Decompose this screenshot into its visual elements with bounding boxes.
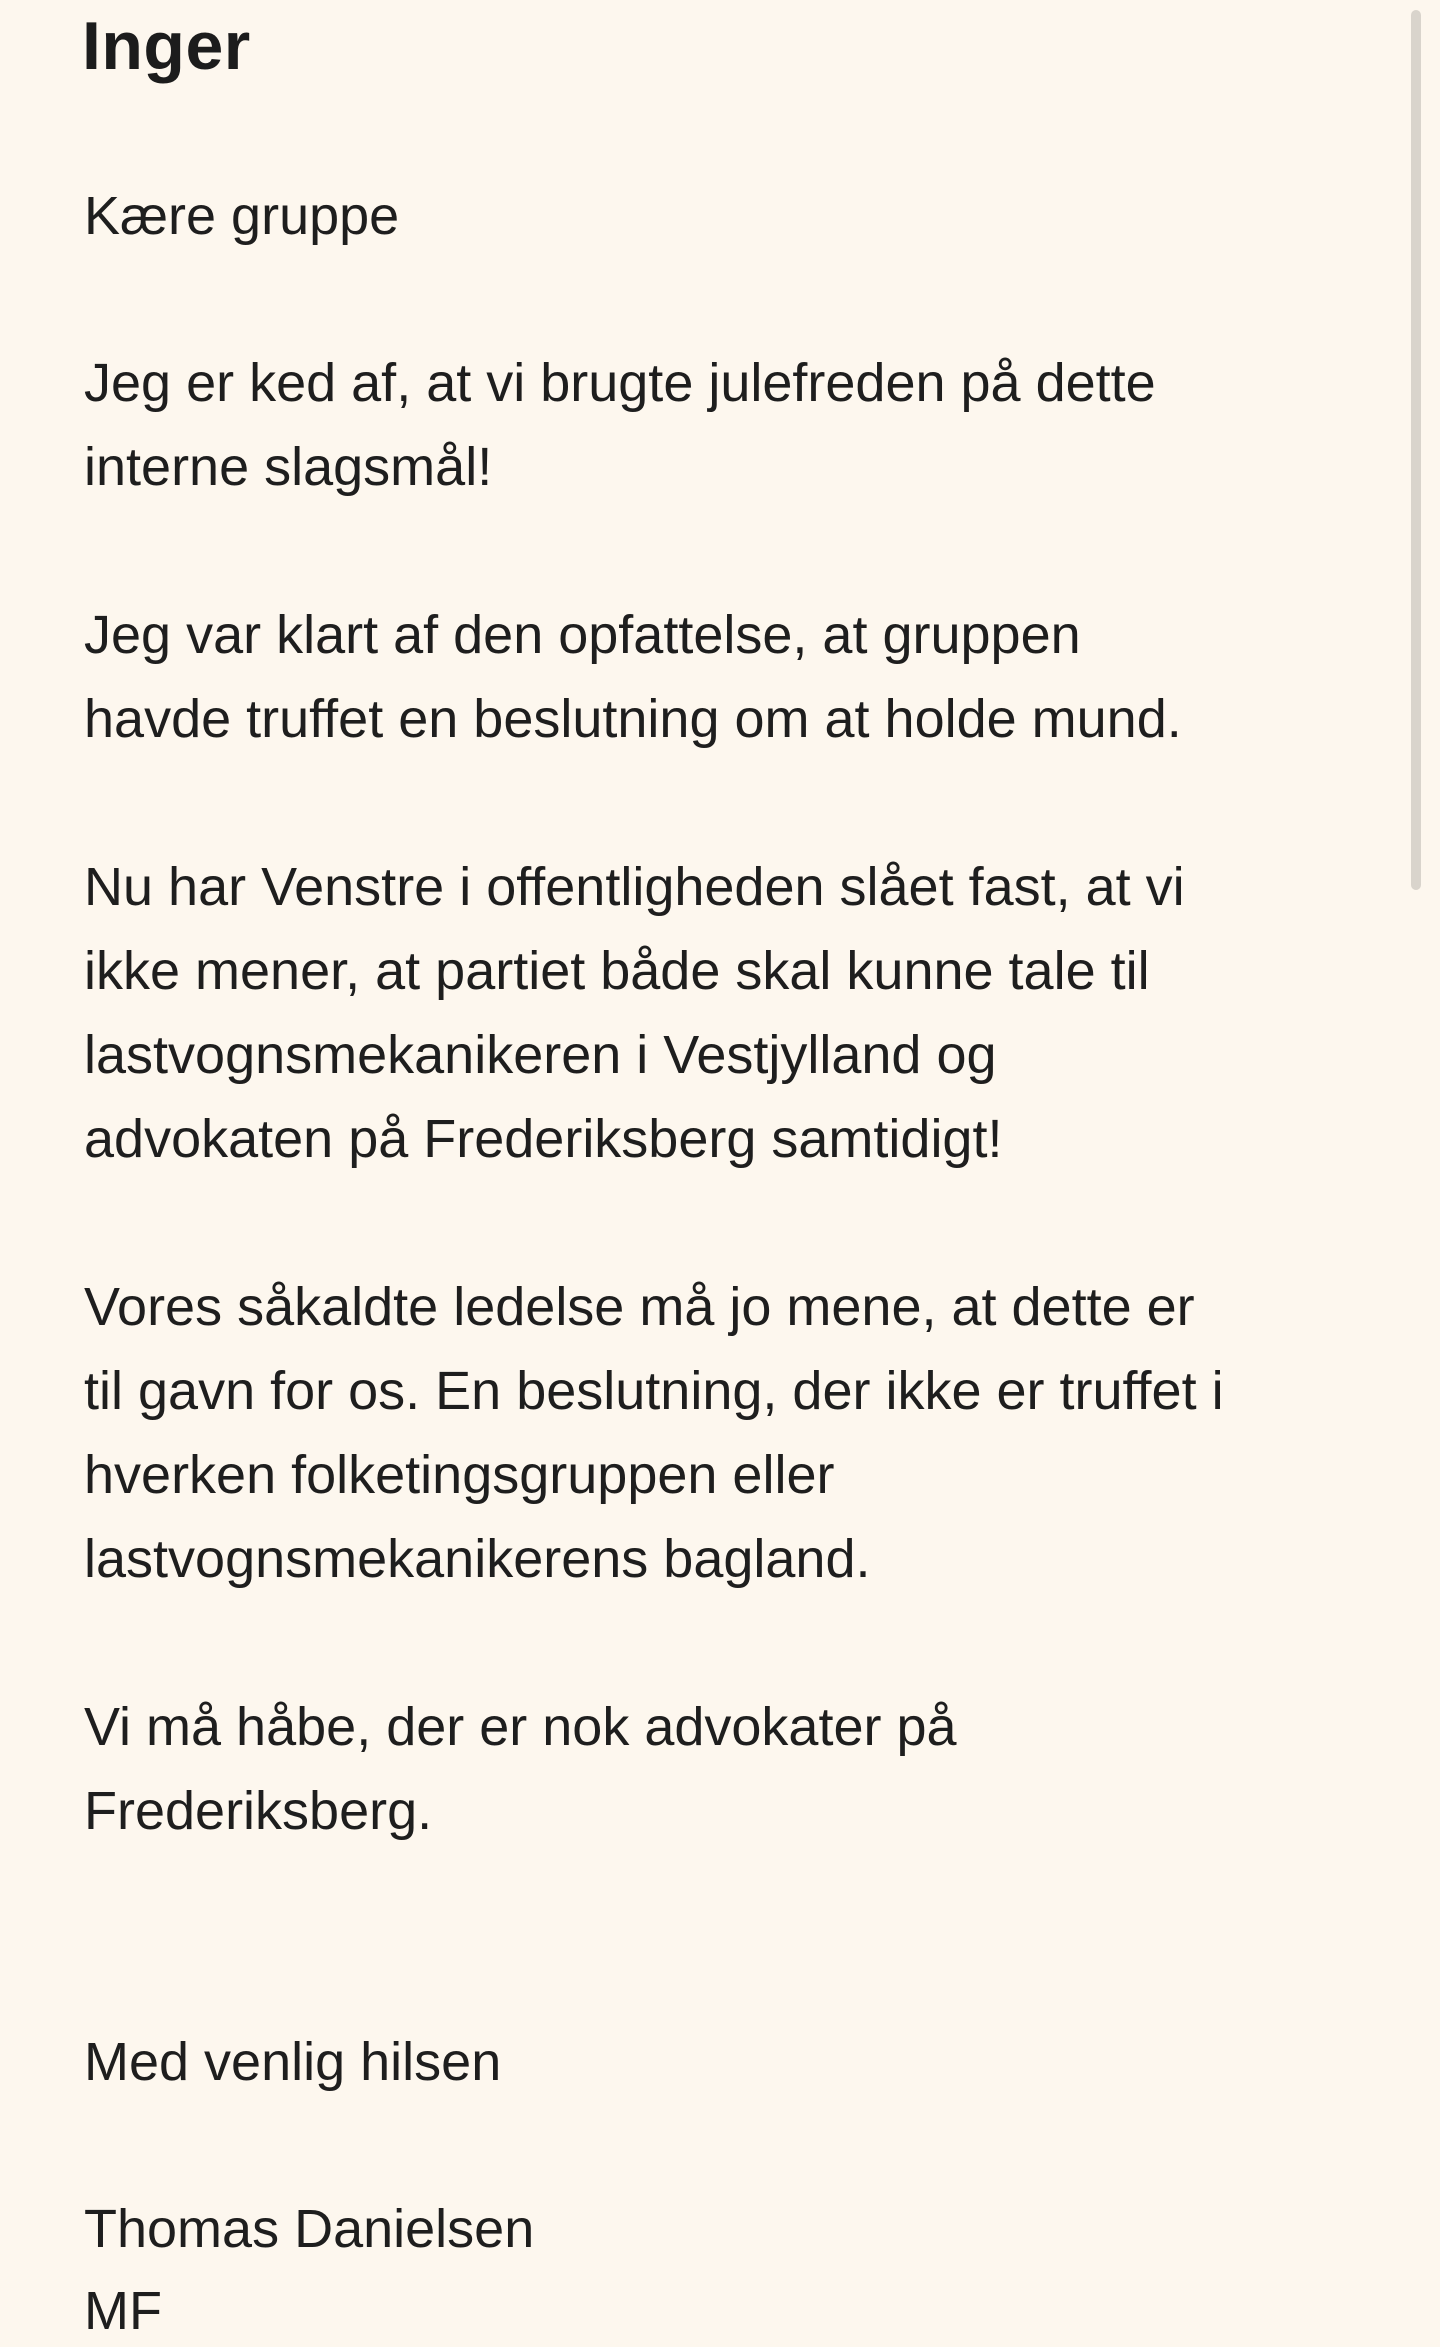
paragraph-2-line-1: Jeg var klart af den opfattelse, at gruppen <box>84 605 1081 665</box>
paragraph-5-line-2: Frederiksberg. <box>84 1781 433 1841</box>
paragraph-3-line-2: ikke mener, at partiet både skal kunne tale til <box>84 941 1150 1001</box>
paragraph-1-line-1: Jeg er ked af, at vi brugte julefreden på dette <box>84 353 1156 413</box>
closing: Med venlig hilsen <box>84 2032 502 2092</box>
paragraph-3-line-3: lastvognsmekanikeren i Vestjylland og <box>84 1025 997 1085</box>
paragraph-4-line-4: lastvognsmekanikerens bagland. <box>84 1529 871 1589</box>
greeting: Kære gruppe <box>84 186 400 246</box>
paragraph-4-line-2: til gavn for os. En beslutning, der ikke er truffet i <box>84 1361 1224 1421</box>
sender-name: Inger <box>82 8 251 84</box>
paragraph-3-line-1: Nu har Venstre i offentligheden slået fast, at vi <box>84 857 1185 917</box>
paragraph-1-line-2: interne slagsmål! <box>84 437 493 497</box>
paragraph-4-line-3: hverken folketingsgruppen eller <box>84 1445 835 1505</box>
signature-title: MF <box>84 2281 162 2341</box>
paragraph-5-line-1: Vi må håbe, der er nok advokater på <box>84 1697 957 1757</box>
paragraph-2-line-2: havde truffet en beslutning om at holde mund. <box>84 689 1182 749</box>
scrollbar[interactable] <box>1411 10 1421 890</box>
paragraph-4-line-1: Vores såkaldte ledelse må jo mene, at dette er <box>84 1277 1195 1337</box>
signature-name: Thomas Danielsen <box>84 2199 535 2259</box>
paragraph-3-line-4: advokaten på Frederiksberg samtidigt! <box>84 1109 1003 1169</box>
